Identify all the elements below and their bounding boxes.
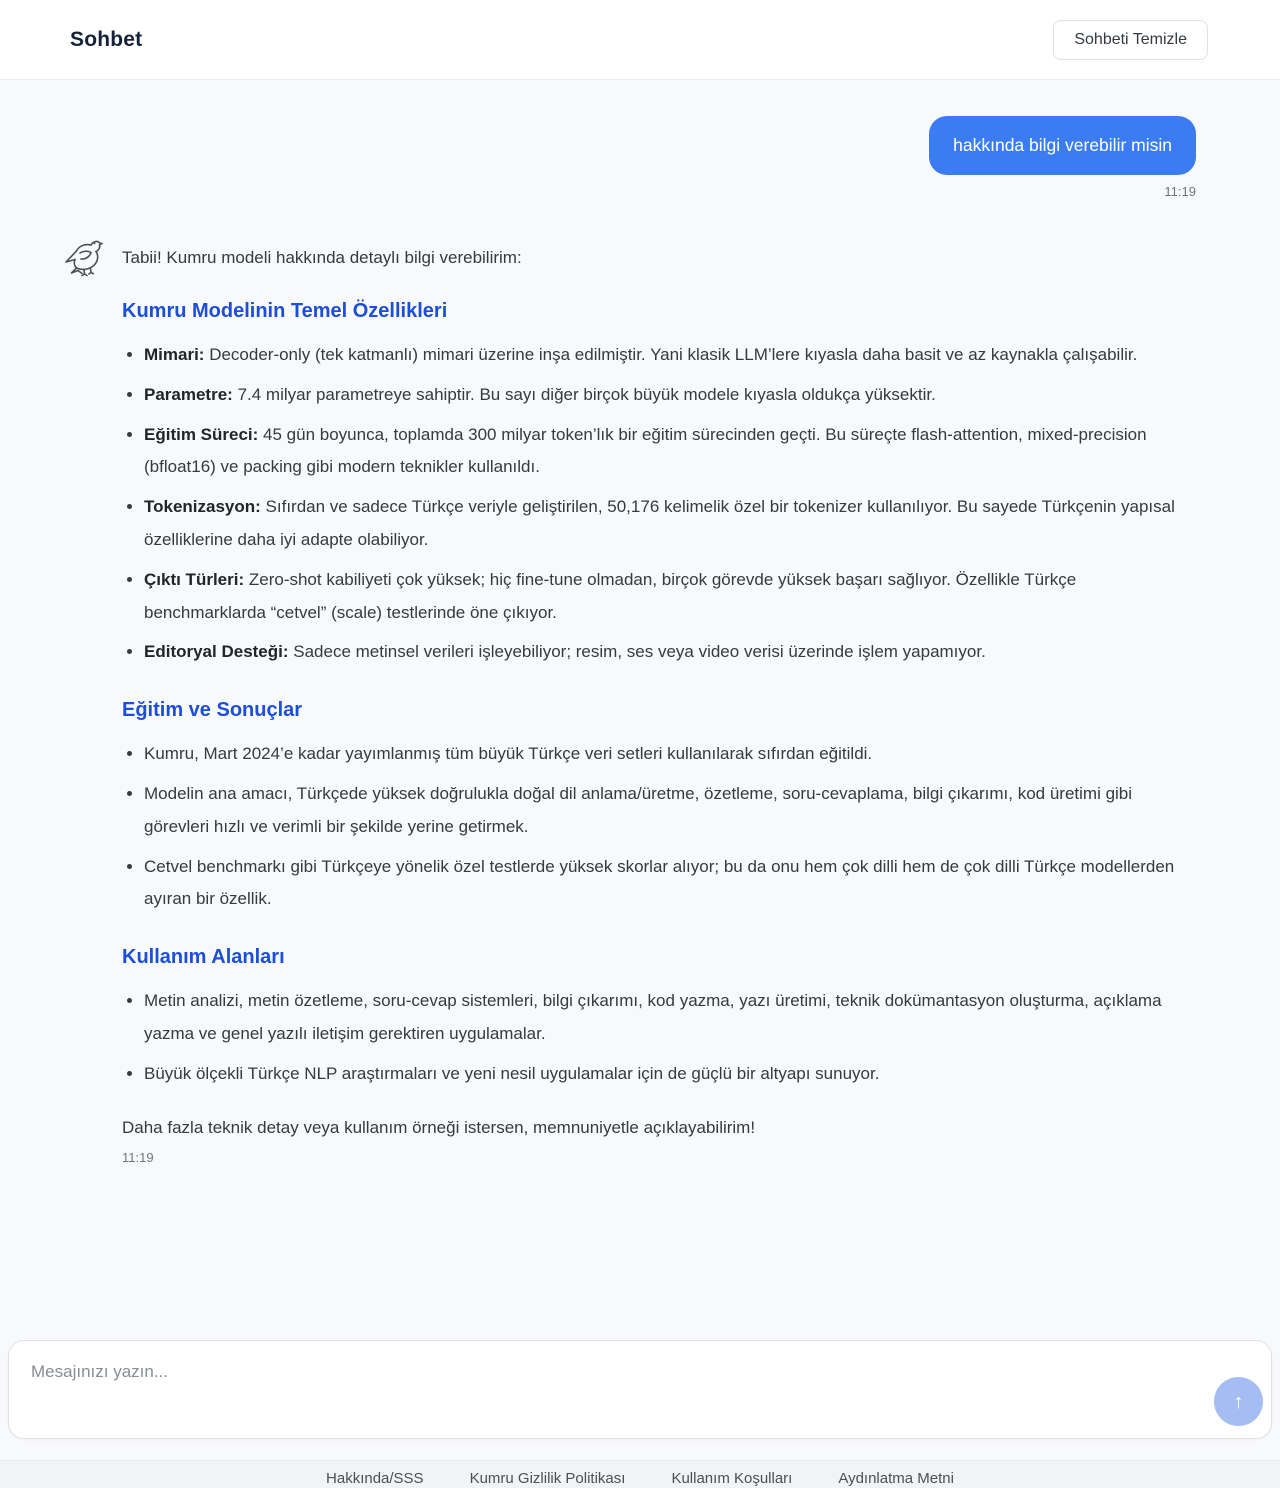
bullet-item: • Modelin ana amacı, Türkçede yüksek doğrulukla doğal dil anlama/üretme, özetleme, soru-cevaplama, bilgi çıkarımı, kod üretimi gibi görevleri hızlı ve verimli bir şekilde yerine getirmek. xyxy=(144,778,1182,844)
user-message-row xyxy=(60,116,1196,199)
section-heading: Eğitim ve Sonuçlar xyxy=(122,699,303,722)
bullet-item: • Eğitim Süreci: 45 gün boyunca, toplamda 300 milyar token’lık bir eğitim sürecinden geçti. Bu süreçte flash-attention, mixed-precision (bfloat16) ve packing gibi modern teknikler kullanıldı. xyxy=(144,419,1182,485)
bullet-item: • Cetvel benchmarkı gibi Türkçeye yönelik özel testlerde yüksek skorlar alıyor; bu da onu hem çok dilli hem de çok dilli Türkçe modellerden ayıran bir özellik. xyxy=(144,851,1182,917)
footer-link[interactable]: Kumru Gizlilik Politikası xyxy=(469,1470,626,1487)
bullet-item: • Metin analizi, metin özetleme, soru-cevap sistemleri, bilgi çıkarımı, kod yazma, yazı üretimi, teknik dokümantasyon oluşturma, açıklama yazma ve genel yazılı iletişim gerektiren uygulamalar. xyxy=(144,985,1182,1051)
dove-icon xyxy=(60,233,110,283)
section-heading: Kumru Modelinin Temel Özellikleri xyxy=(122,300,448,322)
footer-link[interactable]: Hakkında/SSS xyxy=(326,1470,424,1487)
composer-area xyxy=(0,1335,1280,1460)
send-button[interactable] xyxy=(1214,1377,1263,1426)
section-bullet-list xyxy=(122,339,1182,669)
section-bullet-list xyxy=(122,985,1182,1090)
assistant-message-row xyxy=(60,233,1196,1166)
page-title: Sohbet xyxy=(70,27,143,51)
header xyxy=(0,0,1280,80)
user-message-time: 11:19 xyxy=(1164,183,1196,199)
footer-link[interactable]: Aydınlatma Metni xyxy=(838,1470,954,1487)
section-heading: Kullanım Alanları xyxy=(122,946,285,969)
assistant-intro: Tabii! Kumru modeli hakkında detaylı bilgi verebilirim: xyxy=(122,247,522,267)
assistant-sections xyxy=(122,300,1182,1091)
arrow-up-icon: ↑ xyxy=(1233,1390,1244,1413)
footer-link[interactable]: Kullanım Koşulları xyxy=(671,1470,793,1487)
message-input[interactable] xyxy=(9,1341,1271,1438)
footer xyxy=(0,1460,1280,1488)
assistant-message-body xyxy=(122,233,1182,1166)
bullet-item: • Parametre: 7.4 milyar parametreye sahiptir. Bu sayı diğer birçok büyük modele kıyasla oldukça yüksektir. xyxy=(144,379,1182,412)
bullet-item: • Çıktı Türleri: Zero-shot kabiliyeti çok yüksek; hiç fine-tune olmadan, birçok görevde yüksek başarı sağlıyor. Özellikle Türkçe benchmarklarda “cetvel” (scale) testlerinde öne çıkıyor. xyxy=(144,564,1182,630)
chat-area xyxy=(0,80,1280,1335)
composer xyxy=(8,1340,1272,1439)
assistant-closing: Daha fazla teknik detay veya kullanım örneği istersen, memnuniyetle açıklayabilirim! xyxy=(122,1117,756,1137)
bullet-item: • Tokenizasyon: Sıfırdan ve sadece Türkçe veriyle geliştirilen, 50,176 kelimelik özel bir tokenizer kullanılıyor. Bu sayede Türkçenin yapısal özelliklerine daha iyi adapte olabiliyor. xyxy=(144,491,1182,557)
clear-chat-button[interactable]: Sohbeti Temizle xyxy=(1053,20,1208,60)
user-message-bubble: hakkında bilgi verebilir misin xyxy=(929,116,1196,175)
assistant-message-time: 11:19 xyxy=(122,1150,154,1166)
bullet-item: • Editoryal Desteği: Sadece metinsel verileri işleyebiliyor; resim, ses veya video verisi üzerinde işlem yapamıyor. xyxy=(144,636,1182,669)
bullet-item: • Büyük ölçekli Türkçe NLP araştırmaları ve yeni nesil uygulamalar için de güçlü bir altyapı sunuyor. xyxy=(144,1058,1182,1091)
bullet-item: • Mimari: Decoder-only (tek katmanlı) mimari üzerine inşa edilmiştir. Yani klasik LLM’lere kıyasla daha basit ve az kaynakla çalışabilir. xyxy=(144,339,1182,372)
bullet-item: • Kumru, Mart 2024’e kadar yayımlanmış tüm büyük Türkçe veri setleri kullanılarak sıfırdan eğitildi. xyxy=(144,738,1182,771)
section-bullet-list xyxy=(122,738,1182,916)
